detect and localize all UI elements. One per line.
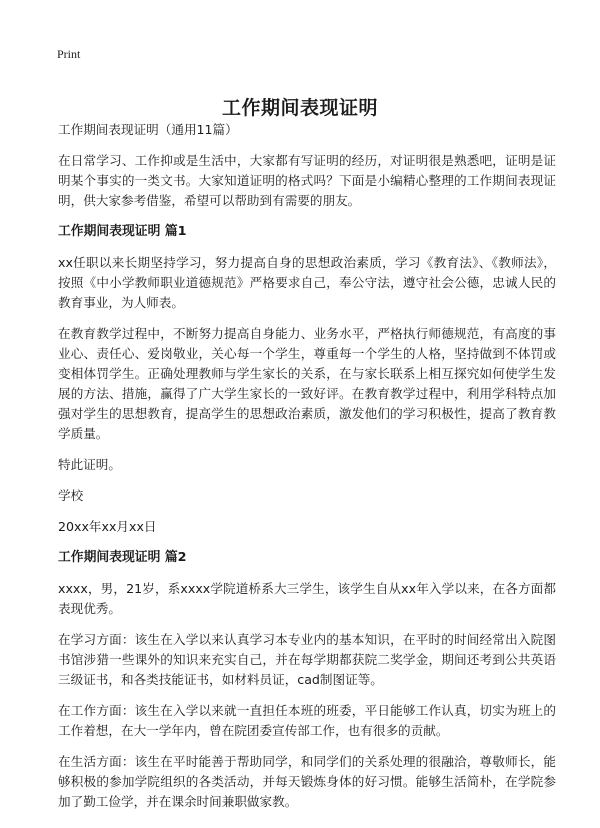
document-subtitle: 工作期间表现证明（通用11篇） <box>58 122 238 137</box>
section-1-closing: 特此证明。 <box>58 457 121 472</box>
section-1-heading: 工作期间表现证明 篇1 <box>58 224 187 239</box>
intro-paragraph: 在日常学习、工作抑或是生活中，大家都有写证明的经历，对证明很是熟悉吧，证明是证明某个事实的一类文书。大家知道证明的格式吗？下面是小编精心整理的工作期间表现证明，供大家参考借鉴，希望可以帮助到有需要的朋友。 <box>58 153 556 208</box>
section-2-heading: 工作期间表现证明 篇2 <box>58 550 187 565</box>
section-1-paragraph: 在教育教学过程中，不断努力提高自身能力、业务水平，严格执行师德规范，有高度的事业心、责任心、爱岗敬业，关心每一个学生，尊重每一个学生的人格，坚持做到不体罚或变相体罚学生。正确处理教师与学生家长的关系，在与家长联系上相互探究如何使学生发展的方法、措施，赢得了广大学生家长的一致好评。在教育教学过程中，利用学科特点加强对学生的思想教育，提高学生的思想政治素质，激发他们的学习积极性，提高了教育教学质量。 <box>58 326 556 441</box>
section-2-paragraph: 在工作方面：该生在入学以来就一直担任本班的班委，平日能够工作认真，切实为班上的工作着想，在大一学年内，曾在院团委宣传部工作，也有很多的贡献。 <box>58 703 556 738</box>
section-2-paragraph: 在学习方面：该生在入学以来认真学习本专业内的基本知识，在平时的时间经常出入院图书馆涉猎一些课外的知识来充实自己，并在每学期都获院二奖学金，期间还考到公共英语三级证书，和各类技能证书，如材料员证，cad制图证等。 <box>58 632 556 687</box>
section-2-paragraph: xxxx，男，21岁，系xxxx学院道桥系大三学生，该学生自从xx年入学以来，在各方面都表现优秀。 <box>58 581 556 616</box>
print-link[interactable]: Print <box>57 47 81 61</box>
section-1-paragraph: xx任职以来长期坚持学习，努力提高自身的思想政治素质，学习《教育法》、《教师法》，按照《中小学教师职业道德规范》严格要求自己，奉公守法，遵守社会公德，忠诚人民的教育事业，为人师表。 <box>58 255 556 310</box>
document-body <box>58 120 556 823</box>
section-1-signer: 学校 <box>58 488 84 503</box>
page-title: 工作期间表现证明 <box>221 96 378 119</box>
section-1-date: 20xx年xx月xx日 <box>58 519 157 534</box>
section-2-paragraph: 在生活方面：该生在平时能善于帮助同学，和同学们的关系处理的很融洽，尊敬师长，能够积极的参加学院组织的各类活动，并每天锻炼身体的好习惯。能够生活简朴，在学院参加了勤工俭学，并在课余时间兼职做家教。 <box>58 754 556 809</box>
